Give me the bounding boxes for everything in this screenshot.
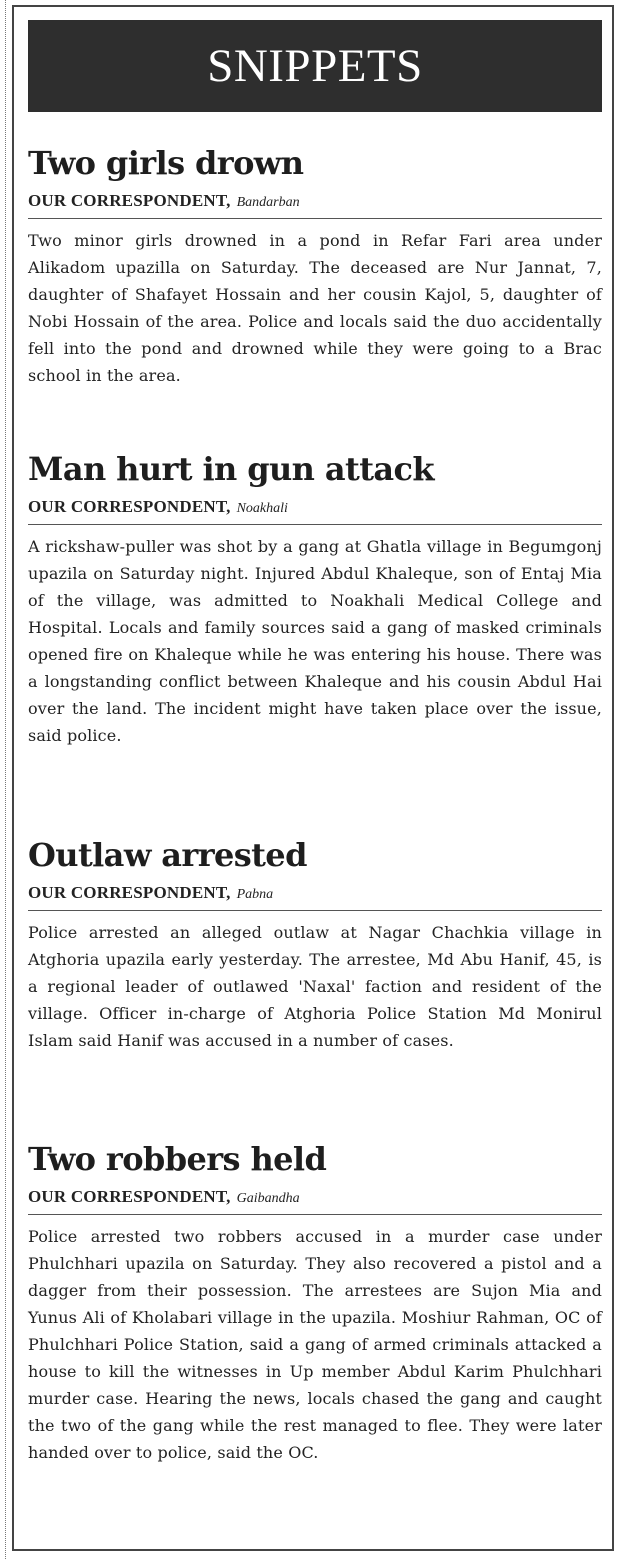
dateline-location: Bandarban — [236, 195, 300, 210]
page-edge-divider — [0, 0, 6, 1559]
correspondent: OUR CORRESPONDENT, — [28, 497, 231, 516]
headline: Outlaw arrested — [28, 836, 307, 874]
section-banner: SNIPPETS — [28, 20, 602, 112]
snippets-box — [12, 5, 614, 1551]
dateline-location: Gaibandha — [236, 1191, 300, 1206]
story-body: Police arrested an alleged outlaw at Nagar Chachkia village in Atghoria upazila early yesterday. The arrestee, Md Abu Hanif, 45, is a regional leader of outlawed 'Naxal' faction and resident of the village. Officer in-charge of Atghoria Police Station Md Monirul Islam said Hanif was accused in a number of cases. — [28, 923, 602, 1050]
story-two-girls-drown — [28, 143, 602, 389]
dateline-location: Pabna — [236, 887, 274, 902]
story-two-robbers-held — [28, 1139, 602, 1466]
correspondent: OUR CORRESPONDENT, — [28, 1187, 231, 1206]
story-body: Two minor girls drowned in a pond in Refar Fari area under Alikadom upazilla on Saturday. The deceased are Nur Jannat, 7, daughter of Shafayet Hossain and her cousin Kajol, 5, daughter of Nobi Hossain of the area. Police and locals said the duo accidentally fell into the pond and drowned while they were going to a Brac school in the area. — [28, 231, 602, 385]
dateline-location: Noakhali — [236, 501, 288, 516]
byline — [28, 1187, 602, 1215]
story-man-hurt-in-gun-attack — [28, 449, 602, 749]
story-body: Police arrested two robbers accused in a murder case under Phulchhari upazila on Saturday. They also recovered a pistol and a dagger from their possession. The arrestees are Sujon Mia and Yunus Ali of Kholabari village in the upazila. Moshiur Rahman, OC of Phulchhari Police Station, said a gang of armed criminals attacked a house to kill the witnesses in Up member Abdul Karim Phulchhari murder case. Hearing the news, locals chased the gang and caught the two of the gang while the rest managed to flee. They were later handed over to police, said the OC. — [28, 1227, 602, 1462]
headline: Man hurt in gun attack — [28, 450, 434, 488]
headline: Two robbers held — [28, 1140, 327, 1178]
story-body: A rickshaw-puller was shot by a gang at Ghatla village in Begumgonj upazila on Saturday night. Injured Abdul Khaleque, son of Entaj Mia of the village, was admitted to Noakhali Medical College and Hospital. Locals and family sources said a gang of masked criminals opened fire on Khaleque while he was entering his house. There was a longstanding conflict between Khaleque and his cousin Abdul Hai over the land. The incident might have taken place over the issue, said police. — [28, 537, 602, 745]
byline — [28, 191, 602, 219]
byline — [28, 497, 602, 525]
story-outlaw-arrested — [28, 835, 602, 1054]
correspondent: OUR CORRESPONDENT, — [28, 191, 231, 210]
headline: Two girls drown — [28, 144, 304, 182]
correspondent: OUR CORRESPONDENT, — [28, 883, 231, 902]
byline — [28, 883, 602, 911]
